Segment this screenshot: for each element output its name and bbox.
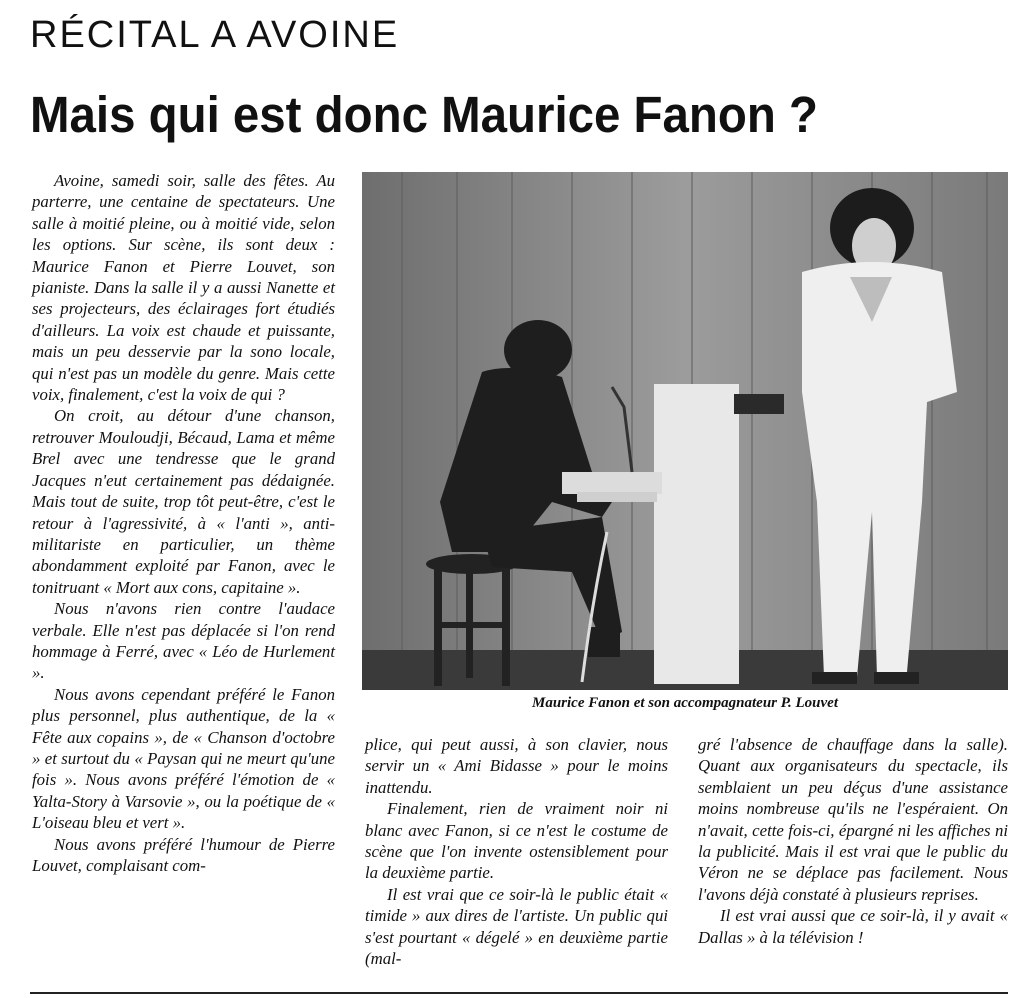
- concert-photo: [362, 172, 1008, 690]
- article-column-1: [32, 170, 335, 876]
- paragraph: plice, qui peut aussi, à son clavier, nous servir un « Ami Bidasse » pour le moins inattendu.: [365, 735, 668, 797]
- paragraph: Avoine, samedi soir, salle des fêtes. Au parterre, une centaine de spectateurs. Une salle à moitié pleine, ou à moitié vide, selon les options. Sur scène, ils sont deux : Maurice Fanon et Pierre Louvet, son pianiste. Dans la salle il y a aussi Nanette et ses projecteurs, des éclairages fort étudiés d'ailleurs. La voix est chaude et puissante, mais un peu desservie par la sono locale, qui n'est pas un modèle du genre. Mais cette voix, finalement, c'est la voix de qui ?: [32, 171, 335, 405]
- article-column-2: [365, 734, 668, 969]
- article-kicker: RÉCITAL A AVOINE: [30, 14, 400, 56]
- paragraph: On croit, au détour d'une chanson, retrouver Mouloudji, Bécaud, Lama et même Brel avec une tendresse que le grand Jacques n'eut certainement pas dédaignée. Mais tout de suite, trop tôt peut-être, c'est le retour à l'agressivité, à « l'anti », anti-militariste en particulier, un thème abondamment exploité par Fanon, avec le tonitruant « Mort aux cons, capitaine ».: [32, 406, 335, 597]
- photo-caption: Maurice Fanon et son accompagnateur P. Louvet: [532, 695, 838, 711]
- paragraph: Il est vrai que ce soir-là le public était « timide » aux dires de l'artiste. Un public qui s'est pourtant « dégelé » en deuxième partie (mal-: [365, 884, 668, 969]
- paragraph: Nous avons cependant préféré le Fanon plus personnel, plus authentique, de la « Fête aux copains », de « Chanson d'octobre » et surtout du « Paysan qui ne meurt qu'une fois ». Nous avons préféré l'émotion de « Yalta-Story à Varsovie », ou la poétique de « L'oiseau bleu et vert ».: [32, 684, 335, 833]
- article-headline: Mais qui est donc Maurice Fanon ?: [30, 86, 818, 143]
- paragraph: gré l'absence de chauffage dans la salle). Quant aux organisateurs du spectacle, ils semblaient un peu déçus d'une assistance moins nombreuse qu'ils ne l'espéraient. On n'avait, cette fois-ci, épargné ni les affiches ni la publicité. Mais il est vrai que le public du Véron ne se déplace pas facilement. Nous l'avons déjà constaté à plusieurs reprises.: [698, 735, 1008, 904]
- paragraph: Nous n'avons rien contre l'audace verbale. Elle n'est pas déplacée si l'on rend hommage à Ferré, avec « Léo de Hurlement ».: [32, 599, 335, 683]
- bottom-rule: [30, 992, 1008, 994]
- paragraph: Nous avons préféré l'humour de Pierre Louvet, complaisant com-: [32, 834, 335, 875]
- paragraph: Finalement, rien de vraiment noir ni blanc avec Fanon, si ce n'est le costume de scène que l'on invente ostensiblement pour la deuxième partie.: [365, 799, 668, 883]
- paragraph: Il est vrai aussi que ce soir-là, il y avait « Dallas » à la télévision !: [698, 906, 1008, 947]
- article-column-3: [698, 734, 1008, 948]
